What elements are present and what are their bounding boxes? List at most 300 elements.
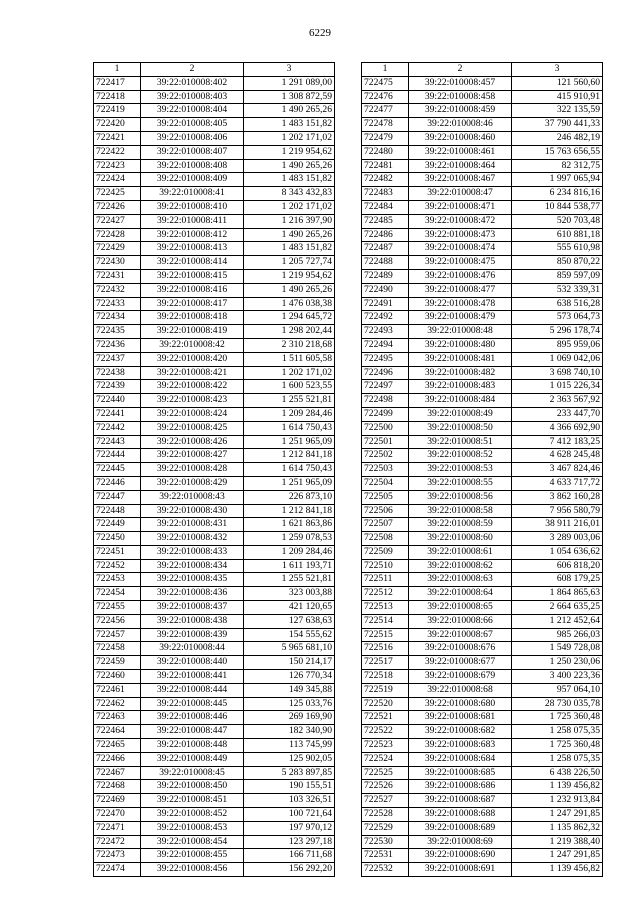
cadastral-value-cell: 1 212 841,18 — [244, 504, 335, 518]
cadastral-value-cell: 1 251 965,09 — [244, 476, 335, 490]
table-row — [94, 90, 335, 104]
table-row — [94, 104, 335, 118]
table-row — [94, 697, 335, 711]
row-number-cell: 722477 — [362, 104, 409, 118]
cadastral-value-cell: 126 770,34 — [244, 670, 335, 684]
row-number-cell: 722435 — [94, 325, 141, 339]
row-number-cell: 722417 — [94, 76, 141, 90]
table-row — [362, 283, 603, 297]
row-number-cell: 722437 — [94, 352, 141, 366]
table-row — [362, 614, 603, 628]
table-row — [94, 545, 335, 559]
row-number-cell: 722515 — [362, 628, 409, 642]
row-number-cell: 722516 — [362, 642, 409, 656]
cadastral-value-cell: 123 297,18 — [244, 835, 335, 849]
cadastral-value-cell: 150 214,17 — [244, 656, 335, 670]
cadastral-value-cell: 850 870,22 — [512, 256, 603, 270]
row-number-cell: 722429 — [94, 242, 141, 256]
cadastral-number-cell: 39:22:010008:676 — [409, 642, 512, 656]
row-number-cell: 722503 — [362, 463, 409, 477]
row-number-cell: 722475 — [362, 76, 409, 90]
cadastral-value-cell: 1 600 523,55 — [244, 380, 335, 394]
table-row — [94, 863, 335, 877]
column-header-1: 1 — [362, 63, 409, 77]
table-row — [94, 794, 335, 808]
table-row — [94, 159, 335, 173]
row-number-cell: 722469 — [94, 794, 141, 808]
cadastral-value-cell: 149 345,88 — [244, 683, 335, 697]
table-row — [362, 338, 603, 352]
cadastral-value-cell: 1 202 171,02 — [244, 131, 335, 145]
table-row — [362, 821, 603, 835]
row-number-cell: 722528 — [362, 808, 409, 822]
cadastral-number-cell: 39:22:010008:405 — [141, 118, 244, 132]
row-number-cell: 722499 — [362, 407, 409, 421]
row-number-cell: 722504 — [362, 476, 409, 490]
row-number-cell: 722472 — [94, 835, 141, 849]
cadastral-value-cell: 37 790 441,33 — [512, 118, 603, 132]
table-row — [362, 504, 603, 518]
cadastral-value-cell: 573 064,73 — [512, 311, 603, 325]
table-row — [94, 297, 335, 311]
row-number-cell: 722510 — [362, 559, 409, 573]
cadastral-number-cell: 39:22:010008:52 — [409, 449, 512, 463]
cadastral-number-cell: 39:22:010008:45 — [141, 766, 244, 780]
row-number-cell: 722511 — [362, 573, 409, 587]
cadastral-number-cell: 39:22:010008:472 — [409, 214, 512, 228]
cadastral-number-cell: 39:22:010008:432 — [141, 532, 244, 546]
row-number-cell: 722431 — [94, 269, 141, 283]
cadastral-number-cell: 39:22:010008:435 — [141, 573, 244, 587]
cadastral-value-cell: 1 255 521,81 — [244, 573, 335, 587]
table-row — [362, 587, 603, 601]
row-number-cell: 722438 — [94, 366, 141, 380]
row-number-cell: 722532 — [362, 863, 409, 877]
cadastral-number-cell: 39:22:010008:427 — [141, 449, 244, 463]
cadastral-number-cell: 39:22:010008:415 — [141, 269, 244, 283]
row-number-cell: 722458 — [94, 642, 141, 656]
table-row — [362, 421, 603, 435]
cadastral-number-cell: 39:22:010008:59 — [409, 518, 512, 532]
cadastral-value-cell: 1 483 151,82 — [244, 242, 335, 256]
row-number-cell: 722441 — [94, 407, 141, 421]
row-number-cell: 722452 — [94, 559, 141, 573]
row-number-cell: 722501 — [362, 435, 409, 449]
cadastral-number-cell: 39:22:010008:477 — [409, 283, 512, 297]
table-row — [362, 104, 603, 118]
row-number-cell: 722498 — [362, 394, 409, 408]
cadastral-value-cell: 1 621 863,86 — [244, 518, 335, 532]
cadastral-number-cell: 39:22:010008:438 — [141, 614, 244, 628]
row-number-cell: 722426 — [94, 200, 141, 214]
cadastral-value-cell: 1 490 265,26 — [244, 283, 335, 297]
cadastral-value-cell: 1 209 284,46 — [244, 407, 335, 421]
table-row — [362, 90, 603, 104]
row-number-cell: 722463 — [94, 711, 141, 725]
table-row — [94, 187, 335, 201]
cadastral-value-cell: 1 209 284,46 — [244, 545, 335, 559]
cadastral-number-cell: 39:22:010008:419 — [141, 325, 244, 339]
cadastral-value-cell: 1 255 521,81 — [244, 394, 335, 408]
table-row — [94, 780, 335, 794]
cadastral-number-cell: 39:22:010008:56 — [409, 490, 512, 504]
cadastral-value-cell: 1 308 872,59 — [244, 90, 335, 104]
table-row — [362, 159, 603, 173]
cadastral-value-cell: 5 296 178,74 — [512, 325, 603, 339]
cadastral-value-cell: 1 511 605,58 — [244, 352, 335, 366]
row-number-cell: 722527 — [362, 794, 409, 808]
row-number-cell: 722530 — [362, 835, 409, 849]
table-row — [94, 683, 335, 697]
row-number-cell: 722514 — [362, 614, 409, 628]
table-row — [94, 311, 335, 325]
cadastral-value-cell: 6 234 816,16 — [512, 187, 603, 201]
cadastral-number-cell: 39:22:010008:688 — [409, 808, 512, 822]
row-number-cell: 722445 — [94, 463, 141, 477]
cadastral-number-cell: 39:22:010008:66 — [409, 614, 512, 628]
row-number-cell: 722476 — [362, 90, 409, 104]
cadastral-value-cell: 125 902,05 — [244, 752, 335, 766]
table-row — [362, 545, 603, 559]
table-row — [362, 407, 603, 421]
cadastral-value-cell: 3 862 160,28 — [512, 490, 603, 504]
row-number-cell: 722443 — [94, 435, 141, 449]
row-number-cell: 722449 — [94, 518, 141, 532]
table-row — [362, 214, 603, 228]
cadastral-number-cell: 39:22:010008:453 — [141, 821, 244, 835]
cadastral-table-left — [93, 62, 335, 877]
cadastral-value-cell: 226 873,10 — [244, 490, 335, 504]
cadastral-number-cell: 39:22:010008:423 — [141, 394, 244, 408]
table-row — [94, 463, 335, 477]
cadastral-number-cell: 39:22:010008:680 — [409, 697, 512, 711]
cadastral-number-cell: 39:22:010008:681 — [409, 711, 512, 725]
cadastral-number-cell: 39:22:010008:455 — [141, 849, 244, 863]
cadastral-number-cell: 39:22:010008:441 — [141, 670, 244, 684]
row-number-cell: 722486 — [362, 228, 409, 242]
cadastral-number-cell: 39:22:010008:439 — [141, 628, 244, 642]
column-header-2: 2 — [141, 63, 244, 77]
cadastral-number-cell: 39:22:010008:411 — [141, 214, 244, 228]
table-row — [94, 352, 335, 366]
cadastral-value-cell: 1 997 065,94 — [512, 173, 603, 187]
row-number-cell: 722442 — [94, 421, 141, 435]
cadastral-number-cell: 39:22:010008:68 — [409, 683, 512, 697]
cadastral-value-cell: 15 763 656,55 — [512, 145, 603, 159]
table-row — [94, 325, 335, 339]
cadastral-value-cell: 1 219 954,62 — [244, 269, 335, 283]
cadastral-value-cell: 246 482,19 — [512, 131, 603, 145]
cadastral-number-cell: 39:22:010008:452 — [141, 808, 244, 822]
table-row — [94, 407, 335, 421]
cadastral-number-cell: 39:22:010008:685 — [409, 766, 512, 780]
cadastral-value-cell: 1 258 075,35 — [512, 752, 603, 766]
cadastral-value-cell: 1 611 193,71 — [244, 559, 335, 573]
table-row — [94, 614, 335, 628]
row-number-cell: 722505 — [362, 490, 409, 504]
cadastral-number-cell: 39:22:010008:416 — [141, 283, 244, 297]
table-row — [362, 200, 603, 214]
cadastral-value-cell: 1 212 841,18 — [244, 449, 335, 463]
cadastral-value-cell: 1 015 226,34 — [512, 380, 603, 394]
row-number-cell: 722520 — [362, 697, 409, 711]
cadastral-number-cell: 39:22:010008:683 — [409, 739, 512, 753]
row-number-cell: 722506 — [362, 504, 409, 518]
table-row — [362, 380, 603, 394]
row-number-cell: 722495 — [362, 352, 409, 366]
cadastral-number-cell: 39:22:010008:434 — [141, 559, 244, 573]
cadastral-value-cell: 10 844 538,77 — [512, 200, 603, 214]
column-header-3: 3 — [512, 63, 603, 77]
cadastral-value-cell: 82 312,75 — [512, 159, 603, 173]
cadastral-number-cell: 39:22:010008:43 — [141, 490, 244, 504]
cadastral-number-cell: 39:22:010008:407 — [141, 145, 244, 159]
row-number-cell: 722425 — [94, 187, 141, 201]
header-row — [362, 63, 603, 77]
table-row — [94, 145, 335, 159]
cadastral-number-cell: 39:22:010008:429 — [141, 476, 244, 490]
table-row — [94, 518, 335, 532]
cadastral-number-cell: 39:22:010008:446 — [141, 711, 244, 725]
cadastral-value-cell: 1 251 965,09 — [244, 435, 335, 449]
cadastral-value-cell: 532 339,31 — [512, 283, 603, 297]
row-number-cell: 722512 — [362, 587, 409, 601]
table-row — [94, 269, 335, 283]
cadastral-value-cell: 103 326,51 — [244, 794, 335, 808]
table-row — [94, 808, 335, 822]
cadastral-value-cell: 8 343 432,83 — [244, 187, 335, 201]
row-number-cell: 722509 — [362, 545, 409, 559]
cadastral-number-cell: 39:22:010008:51 — [409, 435, 512, 449]
cadastral-value-cell: 957 064,10 — [512, 683, 603, 697]
cadastral-value-cell: 38 911 216,01 — [512, 518, 603, 532]
cadastral-value-cell: 1 259 078,53 — [244, 532, 335, 546]
cadastral-number-cell: 39:22:010008:690 — [409, 849, 512, 863]
table-row — [362, 752, 603, 766]
cadastral-number-cell: 39:22:010008:473 — [409, 228, 512, 242]
row-number-cell: 722427 — [94, 214, 141, 228]
cadastral-value-cell: 1 490 265,26 — [244, 104, 335, 118]
cadastral-number-cell: 39:22:010008:44 — [141, 642, 244, 656]
cadastral-number-cell: 39:22:010008:445 — [141, 697, 244, 711]
cadastral-number-cell: 39:22:010008:450 — [141, 780, 244, 794]
cadastral-number-cell: 39:22:010008:48 — [409, 325, 512, 339]
table-row — [94, 421, 335, 435]
cadastral-value-cell: 1 139 456,82 — [512, 780, 603, 794]
cadastral-number-cell: 39:22:010008:467 — [409, 173, 512, 187]
cadastral-number-cell: 39:22:010008:426 — [141, 435, 244, 449]
cadastral-value-cell: 3 467 824,46 — [512, 463, 603, 477]
row-number-cell: 722447 — [94, 490, 141, 504]
cadastral-number-cell: 39:22:010008:403 — [141, 90, 244, 104]
table-row — [362, 766, 603, 780]
row-number-cell: 722491 — [362, 297, 409, 311]
table-row — [362, 435, 603, 449]
cadastral-value-cell: 6 438 226,50 — [512, 766, 603, 780]
table-row — [94, 628, 335, 642]
cadastral-number-cell: 39:22:010008:414 — [141, 256, 244, 270]
row-number-cell: 722473 — [94, 849, 141, 863]
table-row — [94, 504, 335, 518]
cadastral-number-cell: 39:22:010008:684 — [409, 752, 512, 766]
cadastral-value-cell: 1 139 456,82 — [512, 863, 603, 877]
row-number-cell: 722462 — [94, 697, 141, 711]
row-number-cell: 722531 — [362, 849, 409, 863]
cadastral-number-cell: 39:22:010008:46 — [409, 118, 512, 132]
cadastral-value-cell: 1 614 750,43 — [244, 421, 335, 435]
table-row — [362, 449, 603, 463]
cadastral-number-cell: 39:22:010008:60 — [409, 532, 512, 546]
table-row — [94, 559, 335, 573]
cadastral-number-cell: 39:22:010008:686 — [409, 780, 512, 794]
table-row — [94, 656, 335, 670]
row-number-cell: 722526 — [362, 780, 409, 794]
row-number-cell: 722480 — [362, 145, 409, 159]
table-row — [94, 490, 335, 504]
cadastral-value-cell: 166 711,68 — [244, 849, 335, 863]
cadastral-number-cell: 39:22:010008:404 — [141, 104, 244, 118]
row-number-cell: 722428 — [94, 228, 141, 242]
table-row — [362, 76, 603, 90]
table-row — [94, 200, 335, 214]
row-number-cell: 722439 — [94, 380, 141, 394]
row-number-cell: 722440 — [94, 394, 141, 408]
row-number-cell: 722459 — [94, 656, 141, 670]
row-number-cell: 722482 — [362, 173, 409, 187]
table-row — [362, 118, 603, 132]
table-row — [362, 863, 603, 877]
cadastral-value-cell: 1 250 230,06 — [512, 656, 603, 670]
cadastral-value-cell: 182 340,90 — [244, 725, 335, 739]
cadastral-value-cell: 1 135 862,32 — [512, 821, 603, 835]
row-number-cell: 722444 — [94, 449, 141, 463]
row-number-cell: 722497 — [362, 380, 409, 394]
cadastral-value-cell: 985 266,03 — [512, 628, 603, 642]
cadastral-value-cell: 5 283 897,85 — [244, 766, 335, 780]
cadastral-number-cell: 39:22:010008:456 — [141, 863, 244, 877]
cadastral-value-cell: 322 135,59 — [512, 104, 603, 118]
page-number: 6229 — [309, 27, 331, 39]
table-row — [94, 670, 335, 684]
row-number-cell: 722454 — [94, 587, 141, 601]
cadastral-value-cell: 2 664 635,25 — [512, 601, 603, 615]
table-row — [94, 435, 335, 449]
cadastral-number-cell: 39:22:010008:448 — [141, 739, 244, 753]
row-number-cell: 722483 — [362, 187, 409, 201]
row-number-cell: 722455 — [94, 601, 141, 615]
table-row — [362, 711, 603, 725]
cadastral-value-cell: 127 638,63 — [244, 614, 335, 628]
row-number-cell: 722521 — [362, 711, 409, 725]
cadastral-number-cell: 39:22:010008:413 — [141, 242, 244, 256]
row-number-cell: 722467 — [94, 766, 141, 780]
cadastral-value-cell: 1 483 151,82 — [244, 118, 335, 132]
row-number-cell: 722490 — [362, 283, 409, 297]
row-number-cell: 722420 — [94, 118, 141, 132]
row-number-cell: 722432 — [94, 283, 141, 297]
table-row — [362, 228, 603, 242]
cadastral-number-cell: 39:22:010008:67 — [409, 628, 512, 642]
cadastral-value-cell: 1 725 360,48 — [512, 739, 603, 753]
table-row — [362, 463, 603, 477]
cadastral-value-cell: 1 298 202,44 — [244, 325, 335, 339]
cadastral-number-cell: 39:22:010008:69 — [409, 835, 512, 849]
cadastral-value-cell: 7 956 580,79 — [512, 504, 603, 518]
row-number-cell: 722423 — [94, 159, 141, 173]
cadastral-number-cell: 39:22:010008:406 — [141, 131, 244, 145]
table-row — [362, 242, 603, 256]
cadastral-value-cell: 415 910,91 — [512, 90, 603, 104]
cadastral-value-cell: 1 205 727,74 — [244, 256, 335, 270]
row-number-cell: 722468 — [94, 780, 141, 794]
cadastral-number-cell: 39:22:010008:437 — [141, 601, 244, 615]
row-number-cell: 722518 — [362, 670, 409, 684]
row-number-cell: 722456 — [94, 614, 141, 628]
cadastral-value-cell: 197 970,12 — [244, 821, 335, 835]
table-row — [362, 490, 603, 504]
table-row — [362, 394, 603, 408]
table-row — [362, 532, 603, 546]
cadastral-number-cell: 39:22:010008:55 — [409, 476, 512, 490]
table-row — [94, 766, 335, 780]
cadastral-value-cell: 1 202 171,02 — [244, 366, 335, 380]
cadastral-number-cell: 39:22:010008:410 — [141, 200, 244, 214]
cadastral-value-cell: 610 881,18 — [512, 228, 603, 242]
cadastral-table-right — [361, 62, 603, 877]
row-number-cell: 722507 — [362, 518, 409, 532]
table-row — [362, 173, 603, 187]
cadastral-number-cell: 39:22:010008:458 — [409, 90, 512, 104]
table-row — [362, 849, 603, 863]
cadastral-number-cell: 39:22:010008:420 — [141, 352, 244, 366]
table-row — [94, 601, 335, 615]
cadastral-number-cell: 39:22:010008:454 — [141, 835, 244, 849]
row-number-cell: 722519 — [362, 683, 409, 697]
cadastral-value-cell: 608 179,25 — [512, 573, 603, 587]
cadastral-value-cell: 1 069 042,06 — [512, 352, 603, 366]
cadastral-value-cell: 2 363 567,92 — [512, 394, 603, 408]
cadastral-number-cell: 39:22:010008:461 — [409, 145, 512, 159]
cadastral-number-cell: 39:22:010008:483 — [409, 380, 512, 394]
cadastral-number-cell: 39:22:010008:689 — [409, 821, 512, 835]
cadastral-value-cell: 323 003,88 — [244, 587, 335, 601]
cadastral-value-cell: 3 400 223,36 — [512, 670, 603, 684]
cadastral-number-cell: 39:22:010008:417 — [141, 297, 244, 311]
row-number-cell: 722433 — [94, 297, 141, 311]
cadastral-value-cell: 555 610,98 — [512, 242, 603, 256]
row-number-cell: 722474 — [94, 863, 141, 877]
table-row — [94, 283, 335, 297]
cadastral-number-cell: 39:22:010008:457 — [409, 76, 512, 90]
cadastral-value-cell: 1 490 265,26 — [244, 159, 335, 173]
table-row — [362, 518, 603, 532]
cadastral-value-cell: 156 292,20 — [244, 863, 335, 877]
cadastral-value-cell: 4 633 717,72 — [512, 476, 603, 490]
cadastral-value-cell: 421 120,65 — [244, 601, 335, 615]
cadastral-number-cell: 39:22:010008:449 — [141, 752, 244, 766]
cadastral-number-cell: 39:22:010008:428 — [141, 463, 244, 477]
cadastral-value-cell: 269 169,90 — [244, 711, 335, 725]
table-row — [362, 131, 603, 145]
row-number-cell: 722508 — [362, 532, 409, 546]
row-number-cell: 722485 — [362, 214, 409, 228]
cadastral-number-cell: 39:22:010008:41 — [141, 187, 244, 201]
header-row — [94, 63, 335, 77]
cadastral-value-cell: 113 745,99 — [244, 739, 335, 753]
table-row — [94, 821, 335, 835]
cadastral-number-cell: 39:22:010008:418 — [141, 311, 244, 325]
table-row — [362, 559, 603, 573]
